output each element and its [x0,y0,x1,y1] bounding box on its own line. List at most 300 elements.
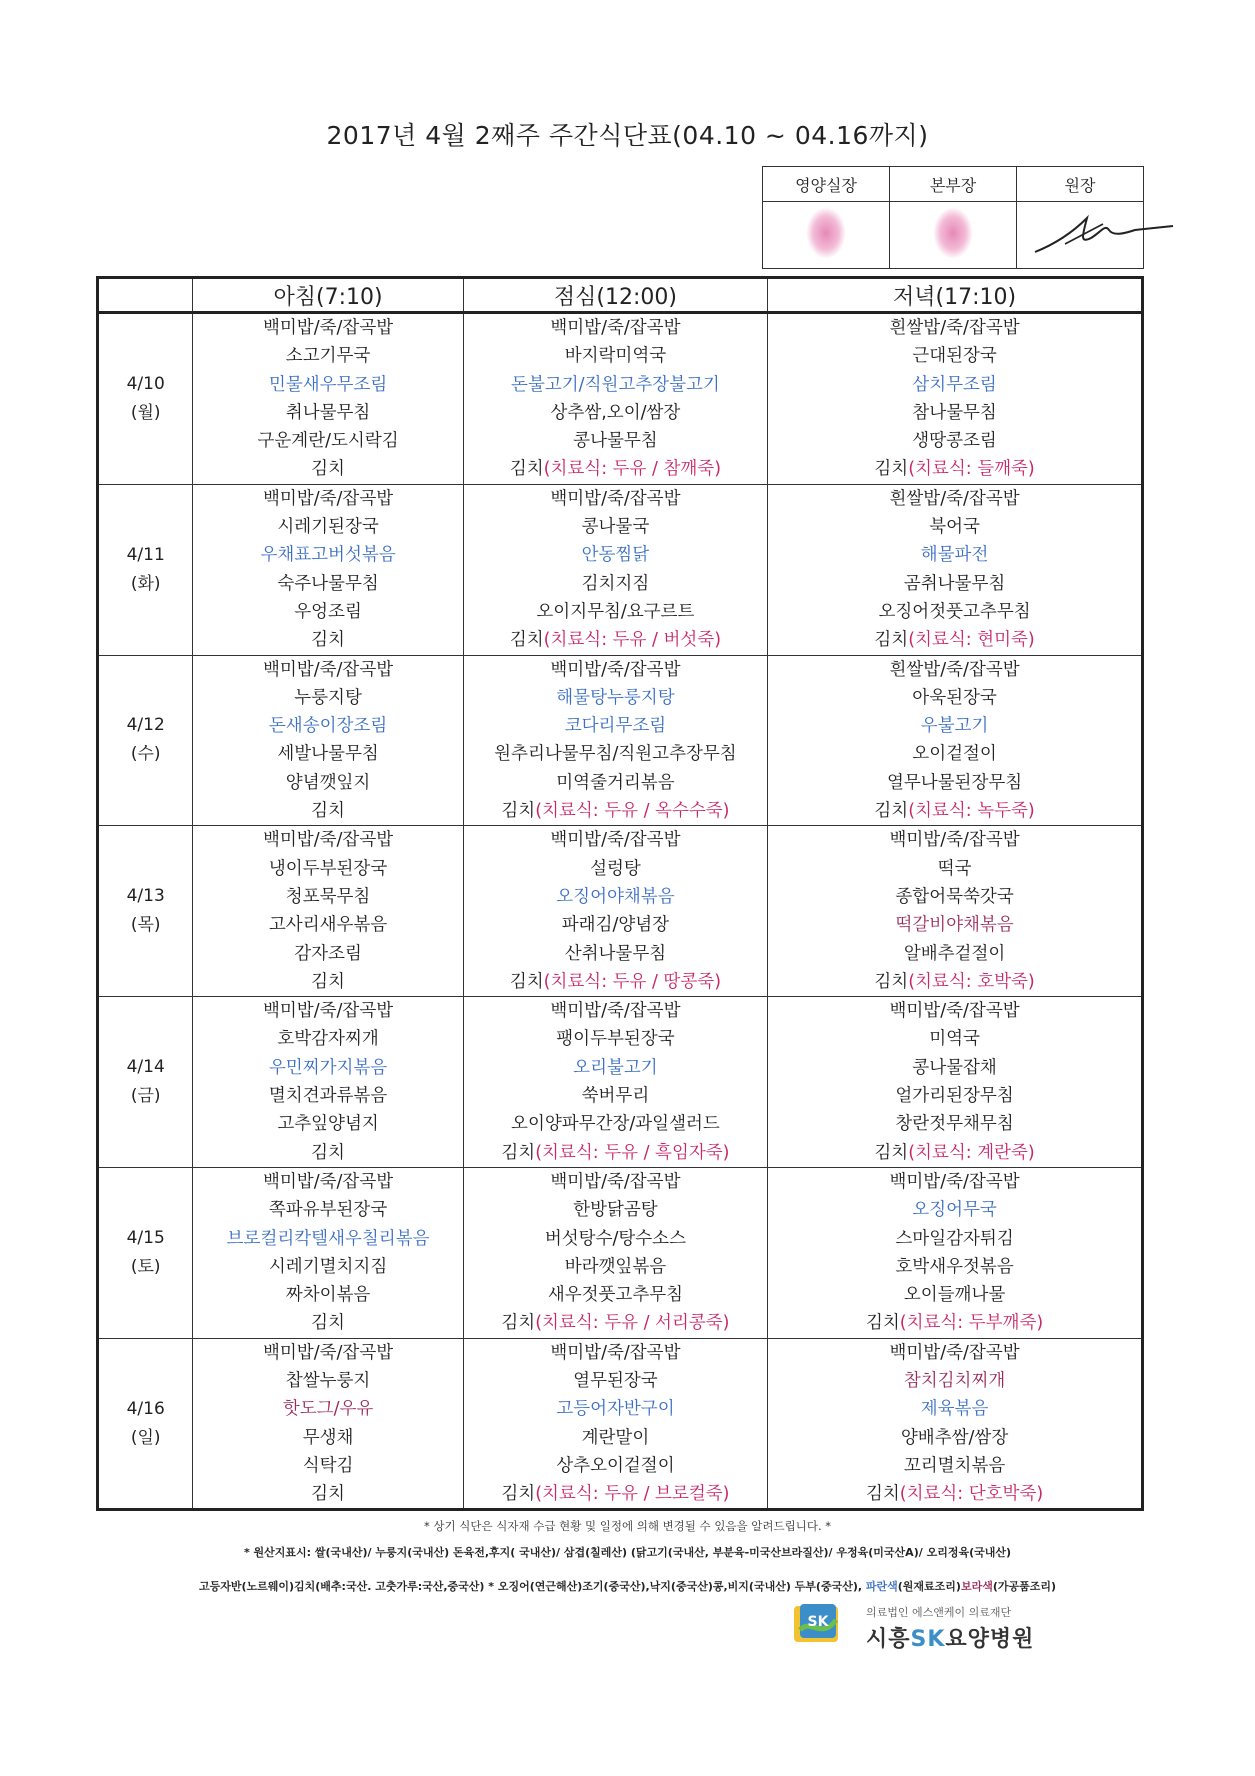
menu-header-row [98,278,1143,313]
menu-item-text: 새우젓풋고추무침 [547,1285,684,1306]
page-title: 2017년 4월 2째주 주간식단표(04.10 ~ 04.16까지) [326,121,929,150]
menu-item [193,1082,462,1110]
therapeutic-diet-note: (치료식: 두유 / 옥수수죽) [535,801,730,822]
menu-item-text: 양배추쌈/쌈장 [900,1427,1009,1448]
menu-item-text: 오징어야채볶음 [556,886,675,907]
menu-item-text: 김치 [311,459,345,480]
therapeutic-diet-note: (치료식: 두유 / 참깨죽) [543,459,722,480]
dinner-cell [768,1167,1143,1338]
menu-item-text: 김치 [874,971,909,992]
menu-item [193,626,462,654]
menu-item [464,314,767,342]
menu-item-text: 백미밥/죽/잡곡밥 [889,1001,1020,1022]
change-notice: * 상기 식단은 식자재 수급 현황 및 일정에 의해 변경될 수 있음을 알려드립니다. * [423,1519,832,1533]
day-cell [98,1167,193,1338]
menu-item [768,598,1141,626]
legend-purple-desc: (가공품조리) [992,1580,1057,1593]
menu-item-text: 호박감자찌개 [277,1029,379,1050]
menu-item-text: 백미밥/죽/잡곡밥 [263,659,394,680]
day-cell [98,1338,193,1510]
menu-item [193,1367,462,1395]
menu-item [193,855,462,883]
menu-day-row [98,1338,1143,1510]
menu-item-text: 김치 [501,1142,536,1163]
therapeutic-diet-note: (치료식: 두유 / 브로컬죽) [535,1484,730,1505]
menu-item [768,1225,1141,1253]
menu-item-text: 오징어젓풋고추무침 [878,601,1031,622]
menu-item [768,513,1141,541]
menu-item [464,1253,767,1281]
menu-item-text: 짜차이볶음 [285,1285,371,1306]
menu-item [193,684,462,712]
weekly-menu-table [96,276,1144,1511]
therapeutic-diet-note: (치료식: 계란죽) [908,1142,1035,1163]
menu-item-text: 상추오이겉절이 [556,1455,675,1476]
menu-item [193,1395,462,1423]
menu-item [768,1110,1141,1138]
menu-item-text: 취나물무침 [285,402,371,423]
menu-item-text: 찹쌀누룽지 [285,1370,371,1391]
menu-item-text: 고사리새우볶음 [268,915,388,936]
header-day [98,278,193,313]
menu-item-text: 백미밥/죽/잡곡밥 [263,488,394,509]
menu-item [768,427,1141,455]
menu-item-text: 브로컬리칵텔새우칠리볶음 [226,1228,430,1249]
menu-item [464,1196,767,1224]
menu-item [464,712,767,740]
menu-item-text: 쑥버무리 [581,1086,650,1107]
menu-item [768,626,1141,654]
approval-stamp-nutrition [763,202,890,269]
menu-item [193,371,462,399]
day-weekday: (토) [130,1256,161,1277]
menu-item-text: 우민찌가지볶음 [268,1057,388,1078]
menu-item [768,826,1141,854]
menu-item-text: 김치 [501,1313,536,1334]
menu-item-text: 열무나물된장무침 [886,772,1023,793]
menu-item-text: 김치 [865,1484,900,1505]
menu-item-text: 양념깻잎지 [285,772,371,793]
legend-blue-label: 파란색 [865,1580,898,1593]
breakfast-cell [193,484,463,655]
menu-item-text: 김치 [874,630,909,651]
menu-item-text: 구운계란/도시락김 [257,431,399,452]
day-cell [98,655,193,826]
menu-item [464,342,767,370]
menu-item-text: 숙주나물무침 [277,573,379,594]
menu-item [768,541,1141,569]
stamp-icon [933,207,973,259]
menu-item [193,1424,462,1452]
menu-item [768,1367,1141,1395]
menu-item [768,1309,1141,1337]
menu-item-text: 흰쌀밥/죽/잡곡밥 [889,488,1020,509]
menu-item-text: 김치 [509,971,544,992]
legend-purple-label: 보라색 [960,1580,993,1593]
menu-item [768,1025,1141,1053]
menu-item-text: 스마일감자튀김 [895,1228,1014,1249]
lunch-cell [463,826,767,997]
menu-item-text: 콩나물잡채 [912,1057,997,1078]
menu-item [768,855,1141,883]
menu-item-text: 식탁김 [302,1455,354,1476]
menu-item [193,541,462,569]
day-weekday: (수) [130,744,161,765]
breakfast-cell [193,1338,463,1510]
day-date: 4/10 [126,373,165,394]
menu-item-text: 김치 [311,630,345,651]
day-cell [98,826,193,997]
menu-item-text: 백미밥/죽/잡곡밥 [263,1342,394,1363]
menu-item-text: 미역국 [929,1029,980,1050]
lunch-cell [463,1338,767,1510]
menu-item [464,883,767,911]
menu-item [768,1054,1141,1082]
breakfast-cell [193,826,463,997]
menu-item [193,1168,462,1196]
menu-item-text: 미역줄거리볶음 [556,772,675,793]
menu-item-text: 꼬리멸치볶음 [903,1455,1006,1476]
menu-item-text: 누룽지탕 [294,687,362,708]
menu-item [193,314,462,342]
menu-item [193,1253,462,1281]
menu-item [768,684,1141,712]
day-weekday: (화) [130,573,161,594]
therapeutic-diet-note: (치료식: 두유 / 땅콩죽) [543,971,722,992]
menu-item [193,1309,462,1337]
menu-item-text: 돈새송이장조림 [268,716,388,737]
approval-stamp-director [890,202,1017,269]
menu-item-text: 참나물무침 [912,402,997,423]
day-weekday: (월) [130,402,161,423]
menu-item-text: 떡국 [937,858,972,879]
menu-item [464,485,767,513]
menu-item-text: 떡갈비야채볶음 [895,915,1014,936]
menu-item [464,626,767,654]
foundation-name: 의료법인 에스앤케이 의료재단 [866,1606,1012,1619]
day-weekday: (목) [130,915,161,936]
menu-item-text: 바지락미역국 [564,346,667,367]
menu-item-text: 우엉조림 [294,601,362,622]
legend-blue-desc: (원재료조리) [897,1580,961,1593]
header-breakfast: 아침(7:10) [193,278,463,313]
menu-item [193,1225,462,1253]
menu-item-text: 시레기멸치지짐 [268,1256,388,1277]
menu-item-text: 코다리무조림 [564,716,667,737]
menu-item [464,826,767,854]
menu-item-text: 생땅콩조림 [912,431,997,452]
hospital-name-prefix: 시흥 [866,1627,911,1652]
menu-item [768,712,1141,740]
menu-item [768,455,1141,483]
menu-item [193,1480,462,1508]
menu-item-text: 우채표고버섯볶음 [260,545,396,566]
menu-item-text: 민물새우무조림 [268,374,388,395]
approval-header-nutrition: 영양실장 [763,167,890,202]
menu-item [464,1309,767,1337]
day-cell [98,997,193,1168]
menu-item [193,1452,462,1480]
menu-day-row [98,826,1143,997]
menu-item [768,940,1141,968]
day-date: 4/16 [126,1398,165,1419]
day-cell [98,484,193,655]
menu-item [464,797,767,825]
menu-item-text: 김치 [311,971,345,992]
therapeutic-diet-note: (치료식: 두부깨죽) [899,1313,1044,1334]
menu-item-text: 백미밥/죽/잡곡밥 [550,318,681,338]
stamp-icon [806,207,846,259]
menu-item [193,455,462,483]
menu-item [193,513,462,541]
menu-item [464,911,767,939]
therapeutic-diet-note: (치료식: 두유 / 서리콩죽) [535,1313,730,1334]
dinner-cell [768,484,1143,655]
menu-item [193,1054,462,1082]
menu-item-text: 산취나물무침 [564,943,667,964]
menu-item [193,826,462,854]
menu-item [464,656,767,684]
menu-item-text: 콩나물무침 [573,431,658,452]
day-cell [98,313,193,485]
menu-item [464,513,767,541]
menu-item [768,1452,1141,1480]
approval-signature-head [1017,202,1144,269]
breakfast-cell [193,997,463,1168]
menu-item [768,968,1141,996]
menu-item-text: 설렁탕 [590,858,641,879]
menu-item-text: 백미밥/죽/잡곡밥 [263,830,394,851]
hospital-name-sk: SK [910,1627,946,1652]
menu-item [464,1054,767,1082]
menu-item [193,1281,462,1309]
menu-item [464,1082,767,1110]
hospital-logo-icon [790,1600,842,1646]
origin-line2-text: 고등자반(노르웨이)김치(배추:국산. 고춧가루:국산,중국산) * 오징어(연근해산)조기(중국산),낙지(중국산)콩,비지(국내산) 두부(중국산), [198,1580,866,1593]
menu-item-text: 쪽파유부된장국 [268,1200,388,1221]
menu-item [768,911,1141,939]
menu-item [464,570,767,598]
menu-item-text: 오징어무국 [912,1200,997,1221]
menu-item [464,1367,767,1395]
menu-item [193,883,462,911]
menu-item-text: 백미밥/죽/잡곡밥 [550,1171,681,1192]
menu-item [193,570,462,598]
menu-item [464,427,767,455]
menu-item-text: 계란말이 [581,1427,650,1448]
menu-item-text: 오이겉절이 [912,744,997,765]
menu-item [768,769,1141,797]
lunch-cell [463,1167,767,1338]
menu-item-text: 상추쌈,오이/쌈장 [550,402,681,423]
menu-item-text: 흰쌀밥/죽/잡곡밥 [889,659,1020,680]
dinner-cell [768,997,1143,1168]
therapeutic-diet-note: (치료식: 녹두죽) [908,801,1035,822]
menu-item [464,1424,767,1452]
menu-item [768,997,1141,1025]
menu-item [464,399,767,427]
menu-item [464,1025,767,1053]
menu-item-text: 북어국 [929,517,980,538]
menu-item [464,1281,767,1309]
menu-item-text: 오리불고기 [573,1057,658,1078]
menu-item [464,968,767,996]
menu-item-text: 호박새우젓볶음 [895,1256,1014,1277]
menu-item-text: 김치 [865,1313,900,1334]
menu-item-text: 안동찜닭 [581,545,650,566]
menu-item-text: 시레기된장국 [277,517,379,538]
menu-item [768,1253,1141,1281]
menu-item [193,968,462,996]
menu-item-text: 백미밥/죽/잡곡밥 [263,1001,394,1022]
menu-item [768,1424,1141,1452]
menu-item [464,371,767,399]
menu-item-text: 열무된장국 [573,1370,658,1391]
menu-item-text: 아욱된장국 [912,687,997,708]
signature-icon [1025,204,1175,264]
menu-item [768,740,1141,768]
menu-item-text: 참치김치찌개 [903,1370,1006,1391]
dinner-cell [768,313,1143,485]
menu-item-text: 김치 [501,801,536,822]
menu-item [768,1339,1141,1367]
menu-item-text: 냉이두부된장국 [268,858,388,879]
menu-item-text: 원추리나물무침/직원고추장무침 [494,744,737,765]
approval-header-director: 본부장 [890,167,1017,202]
menu-item-text: 백미밥/죽/잡곡밥 [550,1001,681,1022]
lunch-cell [463,655,767,826]
menu-item-text: 한방닭곰탕 [573,1200,658,1221]
menu-item [464,997,767,1025]
menu-item [193,911,462,939]
menu-item [464,684,767,712]
breakfast-cell [193,655,463,826]
menu-item [464,541,767,569]
menu-item [768,1139,1141,1167]
origin-info-line2 [0,1578,1255,1594]
menu-item-text: 해물파전 [920,545,989,566]
menu-item [464,1168,767,1196]
menu-item-text: 곰취나물무침 [903,573,1006,594]
menu-item-text: 백미밥/죽/잡곡밥 [889,1342,1020,1363]
menu-item-text: 백미밥/죽/잡곡밥 [889,830,1020,851]
menu-item [768,656,1141,684]
lunch-cell [463,313,767,485]
therapeutic-diet-note: (치료식: 두유 / 버섯죽) [543,630,722,651]
menu-item-text: 무생채 [302,1427,354,1448]
menu-item [768,570,1141,598]
menu-item-text: 흰쌀밥/죽/잡곡밥 [889,318,1020,338]
day-date: 4/12 [126,715,165,736]
menu-item-text: 버섯탕수/탕수소스 [544,1228,686,1249]
menu-item-text: 우불고기 [920,716,989,737]
menu-item-text: 세발나물무침 [277,744,379,765]
menu-item-text: 제육볶음 [920,1399,989,1420]
therapeutic-diet-note: (치료식: 현미죽) [908,630,1035,651]
menu-item [193,1110,462,1138]
menu-day-row [98,484,1143,655]
menu-item [193,712,462,740]
menu-item [464,1395,767,1423]
day-date: 4/15 [126,1227,165,1248]
menu-item-text: 알배추겉절이 [903,943,1006,964]
svg-text:SK: SK [807,1614,829,1630]
menu-item [193,399,462,427]
menu-item [768,797,1141,825]
menu-item [193,1139,462,1167]
menu-item [768,399,1141,427]
menu-item-text: 멸치견과류볶음 [268,1086,388,1107]
menu-item [464,855,767,883]
therapeutic-diet-note: (치료식: 두유 / 흑임자죽) [535,1142,730,1163]
menu-item-text: 백미밥/죽/잡곡밥 [263,318,394,338]
menu-item-text: 얼가리된장무침 [895,1086,1014,1107]
menu-item [193,1196,462,1224]
menu-item-text: 백미밥/죽/잡곡밥 [889,1171,1020,1192]
breakfast-cell [193,313,463,485]
menu-item-text: 김치 [874,1142,909,1163]
hospital-name-suffix: 요양병원 [945,1627,1035,1652]
origin-info-line1: * 원산지표시: 쌀(국내산)/ 누룽지(국내산) 돈육전,후지( 국내산)/ 삼겹(칠레산) (닭고기(국내산, 부분육-미국산브라질산)/ 우정육(미국산A)/ 오리정육(국내산) [243,1546,1012,1559]
menu-item [768,485,1141,513]
menu-item [464,740,767,768]
menu-item-text: 백미밥/죽/잡곡밥 [550,830,681,851]
header-lunch: 점심(12:00) [463,278,767,313]
day-date: 4/13 [126,886,165,907]
menu-day-row [98,1167,1143,1338]
menu-item-text: 근대된장국 [912,346,997,367]
menu-item [193,342,462,370]
menu-item-text: 청포묵무침 [285,886,371,907]
menu-item-text: 오이들깨나물 [903,1285,1006,1306]
approval-header-head: 원장 [1017,167,1144,202]
menu-item-text: 백미밥/죽/잡곡밥 [263,1171,394,1192]
menu-item [193,940,462,968]
menu-item-text: 김치지짐 [581,573,650,594]
menu-item-text: 백미밥/죽/잡곡밥 [550,1342,681,1363]
menu-item [464,940,767,968]
menu-item-text: 김치 [311,801,345,822]
menu-item-text: 삼치무조림 [912,374,997,395]
menu-item [464,1139,767,1167]
menu-item [193,598,462,626]
menu-item-text: 김치 [874,801,909,822]
menu-item [464,1225,767,1253]
menu-item [768,1395,1141,1423]
menu-item [768,1196,1141,1224]
menu-item-text: 파래김/양념장 [561,915,670,936]
menu-item [464,598,767,626]
therapeutic-diet-note: (치료식: 들깨죽) [908,459,1035,480]
menu-item [768,342,1141,370]
menu-day-row [98,313,1143,485]
day-date: 4/14 [126,1057,165,1078]
menu-item-text: 종합어묵쑥갓국 [895,886,1014,907]
menu-item-text: 김치 [311,1142,345,1163]
menu-item-text: 김치 [874,459,909,480]
menu-day-row [98,655,1143,826]
menu-item [768,314,1141,342]
menu-item [464,1110,767,1138]
menu-item-text: 창란젓무채무침 [895,1114,1014,1135]
menu-item-text: 김치 [311,1313,345,1334]
menu-item [768,1082,1141,1110]
menu-day-row [98,997,1143,1168]
menu-item-text: 소고기무국 [285,346,371,367]
menu-item [193,485,462,513]
day-date: 4/11 [126,544,165,565]
hospital-name [866,1622,1034,1653]
